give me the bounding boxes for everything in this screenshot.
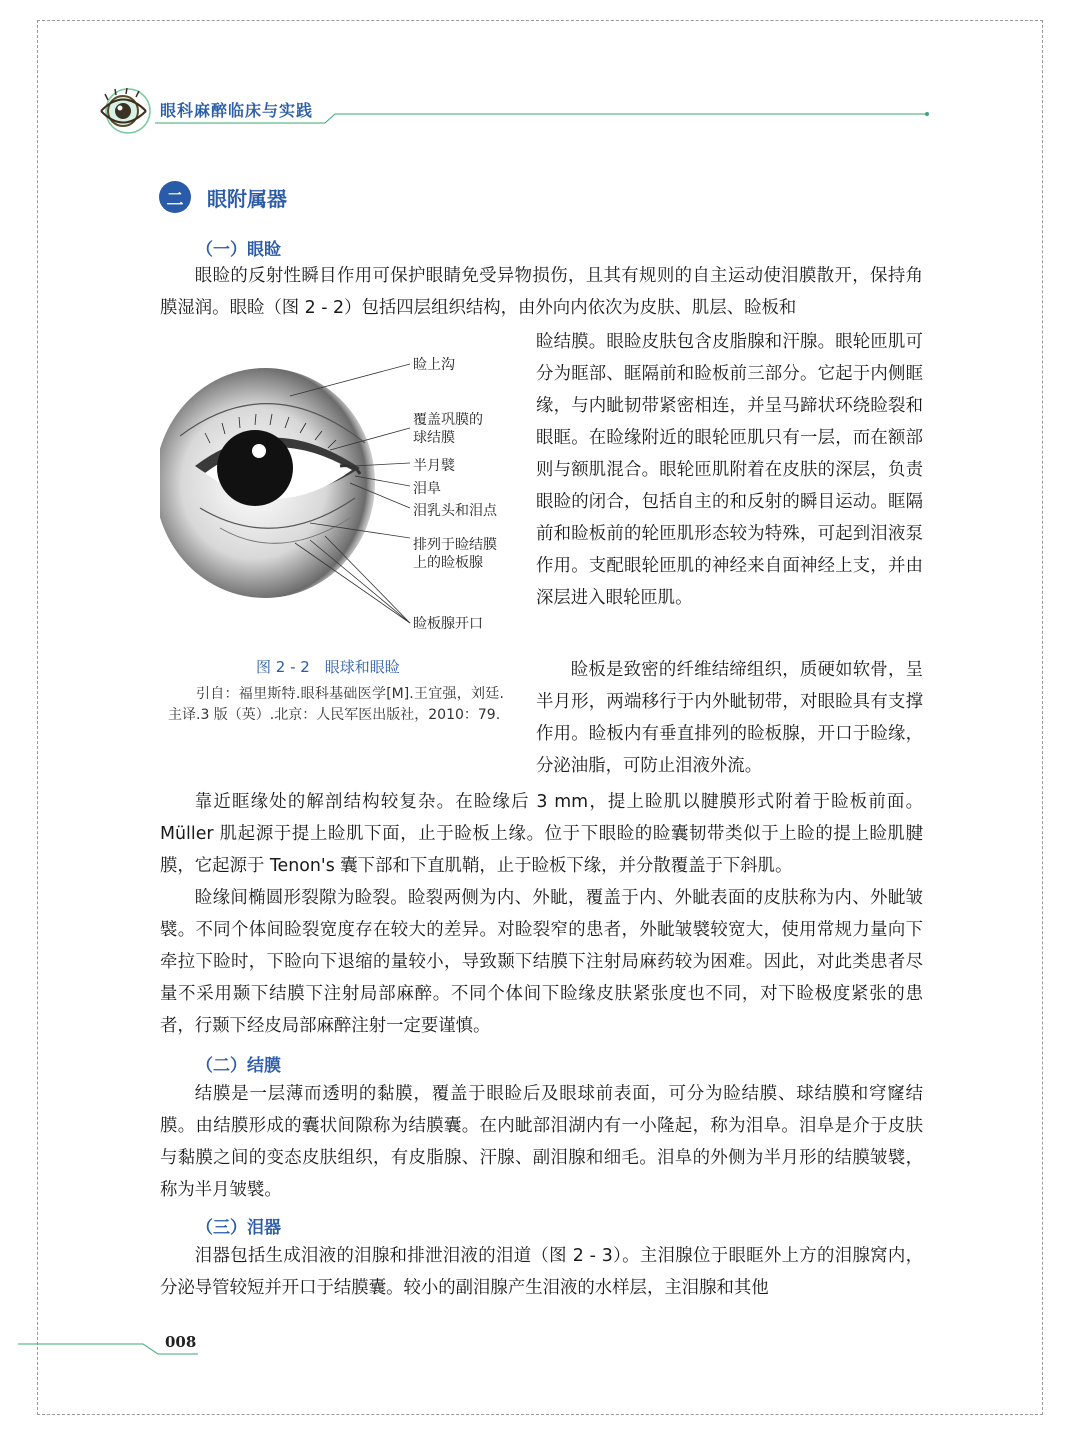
subsection-title-eyelid: （一）眼睑 [196, 240, 281, 260]
figure-source: 引自：福里斯特.眼科基础医学[M].王宜强，刘廷.主译.3 版（英）.北京：人民军医出版社，2010：79. [168, 686, 504, 723]
subsection-title-conjunctiva: （二）结膜 [196, 1056, 281, 1076]
page-number: 008 [165, 1333, 197, 1351]
callout-bulbar-conjunctiva-line2: 球结膜 [413, 430, 455, 446]
paragraph-eyelid-intro: 眼睑的反射性瞬目作用可保护眼睛免受异物损伤，且其有规则的自主运动使泪膜散开，保持角膜湿润。眼睑（图 2 - 2）包括四层组织结构，由外向内依次为皮肤、肌层、睑板和 [160, 266, 923, 318]
callout-plica-semilunaris: 半月襞 [413, 458, 455, 474]
eye-eyelid-illustration [160, 348, 520, 648]
book-title: 眼科麻醉临床与实践 [160, 101, 314, 120]
callout-meibomian-glands-line2: 上的睑板腺 [413, 555, 483, 571]
header-rule [155, 110, 930, 124]
subsection-title-lacrimal: （三）泪器 [196, 1218, 281, 1238]
paragraph-eyelid-layers: 睑结膜。眼睑皮肤包含皮脂腺和汗腺。眼轮匝肌可分为眶部、眶隔前和睑板前三部分。它起于内侧眶缘，与内眦韧带紧密相连，并呈马蹄状环绕睑裂和眼眶。在睑缘附近的眼轮匝肌只有一层，而在额部则与额肌混合。眼轮匝肌附着在皮肤的深层，负责眼睑的闭合，包括自主的和反射的瞬目运动。眶隔前和睑板前的轮匝肌形态较为特殊，可起到泪液泵作用。支配眼轮匝肌的神经来自面神经上支，并由深层进入眼轮匝肌。 [536, 332, 923, 608]
callout-meibomian-glands-line1: 排列于睑结膜 [413, 537, 497, 553]
callout-caruncle: 泪阜 [413, 481, 441, 497]
callout-upper-lid-sulcus: 睑上沟 [413, 357, 455, 373]
callout-bulbar-conjunctiva-line1: 覆盖巩膜的 [413, 412, 483, 428]
paragraph-palpebral-fissure: 睑缘间椭圆形裂隙为睑裂。睑裂两侧为内、外眦，覆盖于内、外眦表面的皮肤称为内、外眦皱襞。不同个体间睑裂宽度存在较大的差异。对睑裂窄的患者，外眦皱襞较宽大，使用常规力量向下牵拉下睑时，下睑向下退缩的量较小，导致颞下结膜下注射局麻药较为困难。因此，对此类患者尽量不采用颞下结膜下注射局部麻醉。不同个体间下睑缘皮肤紧张度也不同，对下睑极度紧张的患者，行颞下经皮局部麻醉注射一定要谨慎。 [160, 888, 923, 1036]
paragraph-conjunctiva: 结膜是一层薄而透明的黏膜，覆盖于眼睑后及眼球前表面，可分为睑结膜、球结膜和穹窿结膜。由结膜形成的囊状间隙称为结膜囊。在内眦部泪湖内有一小隆起，称为泪阜。泪阜是介于皮肤与黏膜之间的变态皮肤组织，有皮脂腺、汗腺、副泪腺和细毛。泪阜的外侧为半月形的结膜皱襞，称为半月皱襞。 [160, 1084, 923, 1200]
section-title: 眼附属器 [207, 187, 287, 211]
paragraph-tarsus: 睑板是致密的纤维结缔组织，质硬如软骨，呈半月形，两端移行于内外眦韧带，对眼睑具有支撑作用。睑板内有垂直排列的睑板腺，开口于睑缘，分泌油脂，可防止泪液外流。 [536, 660, 923, 776]
callout-lacrimal-papilla: 泪乳头和泪点 [413, 503, 497, 519]
section-number-badge: 二 [159, 181, 191, 213]
paragraph-orbital-rim: 靠近眶缘处的解剖结构较复杂。在睑缘后 3 mm，提上睑肌以腱膜形式附着于睑板前面。Müller 肌起源于提上睑肌下面，止于睑板上缘。位于下眼睑的睑囊韧带类似于上睑的提上睑肌腱膜，它起源于 Tenon's 囊下部和下直肌鞘，止于睑板下缘，并分散覆盖于下斜肌。 [160, 792, 923, 876]
figure-caption: 图 2 - 2 眼球和眼睑 [256, 658, 400, 676]
eye-logo-icon [96, 86, 154, 136]
callout-meibomian-orifices: 睑板腺开口 [413, 616, 483, 632]
paragraph-lacrimal: 泪器包括生成泪液的泪腺和排泄泪液的泪道（图 2 - 3）。主泪腺位于眼眶外上方的泪腺窝内，分泌导管较短并开口于结膜囊。较小的副泪腺产生泪液的水样层，主泪腺和其他 [160, 1246, 923, 1298]
